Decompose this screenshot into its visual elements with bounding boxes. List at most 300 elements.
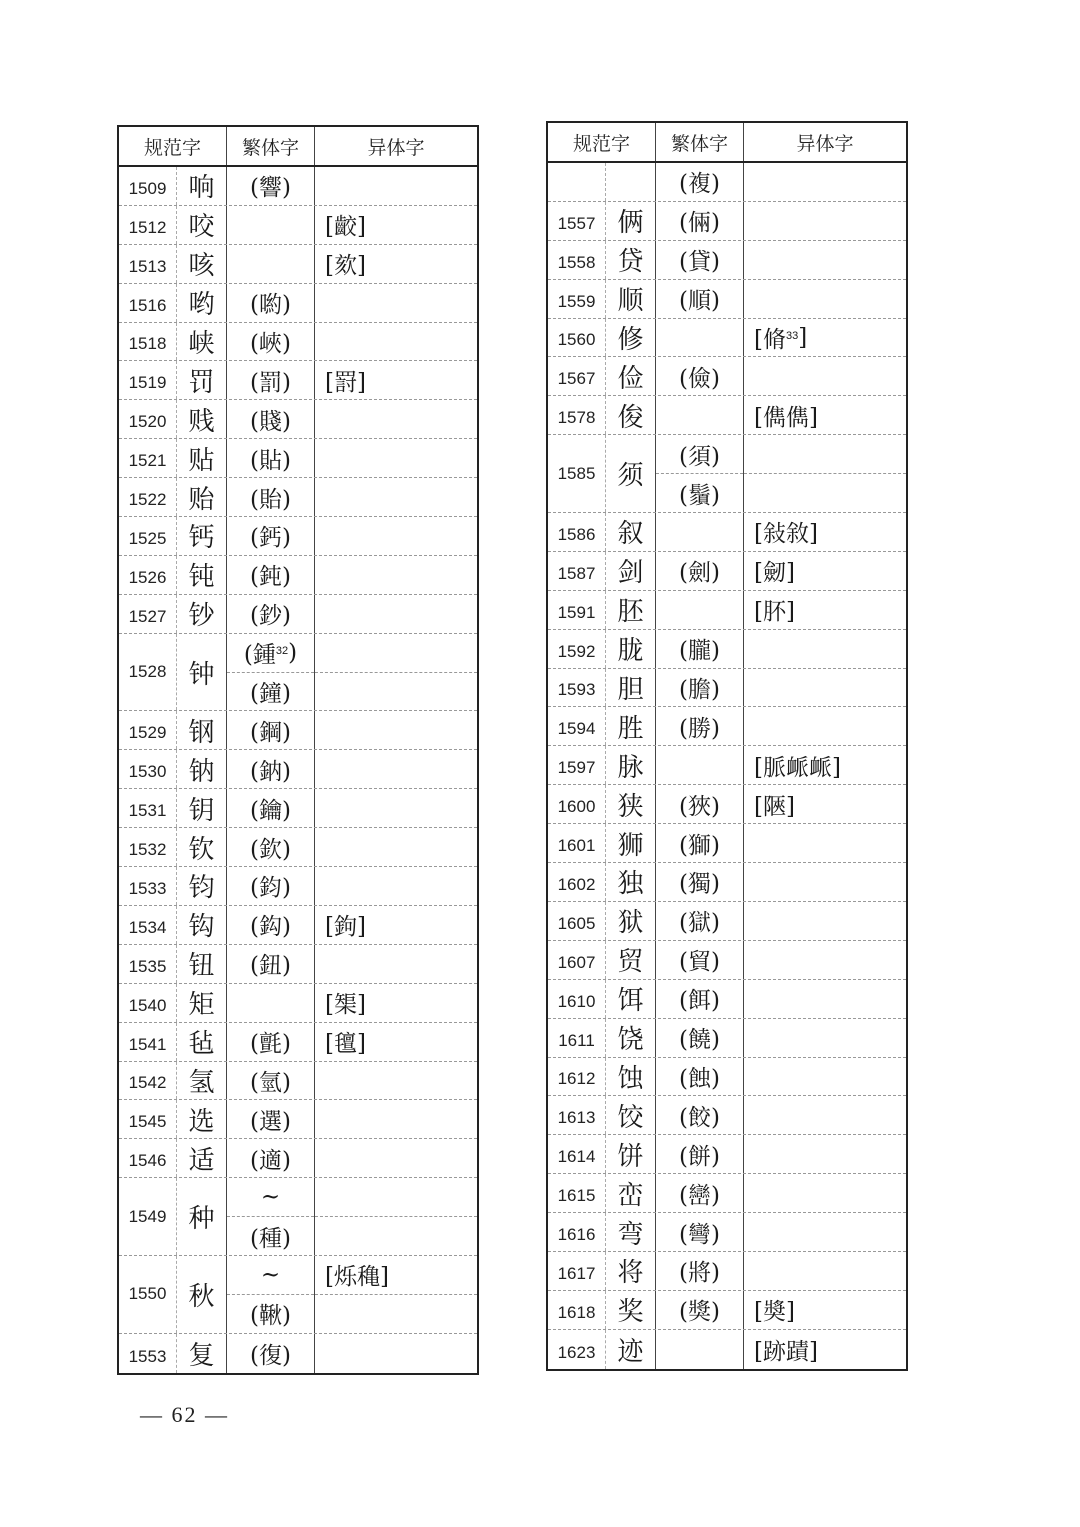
variant-character xyxy=(744,707,906,745)
standard-character: 迹 xyxy=(606,1330,656,1369)
variant-cell xyxy=(744,902,906,940)
table-row xyxy=(119,984,477,1023)
standard-character: 将 xyxy=(606,1252,656,1290)
standard-character: 胧 xyxy=(606,630,656,668)
table-row xyxy=(119,828,477,867)
traditional-character: (鈍) xyxy=(250,564,291,591)
table-row xyxy=(119,1100,477,1139)
page-number: — 62 — xyxy=(140,1402,229,1427)
standard-character: 狭 xyxy=(606,785,656,823)
traditional-character: (獨) xyxy=(679,871,720,898)
traditional-character xyxy=(227,984,314,1022)
traditional-cell xyxy=(656,1291,744,1329)
entry-number: 1560 xyxy=(548,319,606,357)
entry-number: 1518 xyxy=(119,323,177,361)
traditional-character: (儉) xyxy=(679,365,720,392)
character-table-right xyxy=(546,121,908,1371)
traditional-character: (劍) xyxy=(679,560,720,587)
traditional-cell xyxy=(227,556,315,594)
traditional-cell xyxy=(227,206,315,244)
entry-number: 1542 xyxy=(119,1062,177,1100)
traditional-cell xyxy=(656,202,744,240)
table-row xyxy=(548,1019,906,1058)
traditional-character: (峽) xyxy=(250,331,291,357)
variant-character xyxy=(744,280,906,318)
traditional-cell xyxy=(656,435,744,512)
variant-character xyxy=(315,556,477,594)
traditional-character: (響) xyxy=(250,175,291,202)
variant-cell xyxy=(744,1135,906,1173)
variant-cell xyxy=(744,163,906,201)
variant-character xyxy=(315,711,477,749)
traditional-character: (獅) xyxy=(679,832,720,859)
variant-character: [榘] xyxy=(325,992,366,1019)
entry-number: 1549 xyxy=(119,1178,177,1255)
variant-character xyxy=(744,863,906,901)
traditional-cell xyxy=(656,902,744,940)
variant-cell xyxy=(744,785,906,823)
variant-cell xyxy=(315,1178,477,1255)
table-row xyxy=(548,630,906,669)
variant-cell xyxy=(744,319,906,357)
traditional-character: (適) xyxy=(250,1147,291,1174)
traditional-character: (氈) xyxy=(250,1031,291,1058)
standard-character: 选 xyxy=(177,1100,227,1138)
entry-number: 1533 xyxy=(119,867,177,905)
entry-number: 1559 xyxy=(548,280,606,318)
variant-character xyxy=(744,669,906,707)
table-row xyxy=(548,396,906,435)
traditional-cell xyxy=(656,1096,744,1134)
standard-character: 适 xyxy=(177,1139,227,1177)
traditional-character: (將) xyxy=(679,1260,720,1287)
entry-number: 1509 xyxy=(119,167,177,205)
variant-cell xyxy=(744,941,906,979)
variant-character xyxy=(744,824,906,862)
variant-cell xyxy=(744,1252,906,1290)
variant-character xyxy=(315,945,477,983)
entry-number: 1512 xyxy=(119,206,177,244)
variant-character xyxy=(315,828,477,866)
traditional-cell xyxy=(227,1023,315,1061)
standard-character: 钩 xyxy=(177,906,227,944)
variant-cell xyxy=(744,980,906,1018)
variant-character xyxy=(744,1058,906,1096)
variant-cell xyxy=(315,556,477,594)
variant-character xyxy=(315,1334,477,1373)
entry-number: 1616 xyxy=(548,1213,606,1251)
entry-number: 1607 xyxy=(548,941,606,979)
entry-number: 1529 xyxy=(119,711,177,749)
traditional-cell xyxy=(227,595,315,633)
table-row xyxy=(119,556,477,595)
standard-character: 弯 xyxy=(606,1213,656,1251)
variant-cell xyxy=(315,984,477,1022)
entry-number: 1594 xyxy=(548,707,606,745)
traditional-character: (複) xyxy=(679,171,720,198)
table-row xyxy=(548,319,906,358)
traditional-character: (鈞) xyxy=(250,875,291,902)
variant-cell xyxy=(315,245,477,283)
traditional-character: (餅) xyxy=(679,1143,720,1170)
variant-character xyxy=(315,750,477,788)
variant-character xyxy=(315,284,477,322)
variant-cell xyxy=(744,630,906,668)
table-row xyxy=(119,867,477,906)
table-row xyxy=(548,163,906,202)
table-row xyxy=(119,1139,477,1178)
table-row xyxy=(119,206,477,245)
entry-number: 1528 xyxy=(119,634,177,711)
traditional-cell xyxy=(656,1174,744,1212)
standard-character: 罚 xyxy=(177,361,227,399)
standard-character: 剑 xyxy=(606,552,656,590)
entry-number: 1618 xyxy=(548,1291,606,1329)
standard-character: 胜 xyxy=(606,707,656,745)
variant-cell xyxy=(744,396,906,434)
table-row xyxy=(119,1023,477,1062)
traditional-cell xyxy=(656,824,744,862)
variant-character: [脈衇衇] xyxy=(754,754,841,781)
traditional-character: (膽) xyxy=(679,677,720,704)
table-row xyxy=(119,711,477,750)
table-row xyxy=(548,241,906,280)
standard-character: 独 xyxy=(606,863,656,901)
standard-character: 毡 xyxy=(177,1023,227,1061)
header-traditional: 繁体字 xyxy=(656,123,744,161)
traditional-character: (罰) xyxy=(250,369,291,396)
entry-number: 1525 xyxy=(119,517,177,555)
entry-number: 1592 xyxy=(548,630,606,668)
table-row xyxy=(548,1174,906,1213)
traditional-character: (鐘) xyxy=(250,681,291,708)
traditional-cell xyxy=(227,517,315,555)
variant-cell xyxy=(744,1058,906,1096)
variant-character xyxy=(315,1100,477,1138)
variant-character xyxy=(744,1096,906,1134)
variant-cell xyxy=(744,1019,906,1057)
traditional-character: (鬚) xyxy=(679,482,720,509)
variant-cell xyxy=(744,241,906,279)
variant-cell xyxy=(315,945,477,983)
traditional-character: (鈔) xyxy=(250,603,291,630)
standard-character: 饵 xyxy=(606,980,656,1018)
traditional-cell xyxy=(656,1330,744,1369)
table-row xyxy=(548,863,906,902)
entry-number: 1597 xyxy=(548,746,606,784)
entry-number: 1516 xyxy=(119,284,177,322)
variant-character: [敍敘] xyxy=(754,521,818,548)
entry-number: 1522 xyxy=(119,478,177,516)
table-row xyxy=(119,478,477,517)
footnote-marker: 32 xyxy=(275,644,289,657)
table-body xyxy=(548,163,906,1369)
variant-cell xyxy=(744,357,906,395)
entry-number: 1567 xyxy=(548,357,606,395)
table-body xyxy=(119,167,477,1373)
variant-cell xyxy=(744,863,906,901)
traditional-character: (鋼) xyxy=(250,719,291,746)
header-traditional: 繁体字 xyxy=(227,127,315,165)
variant-character xyxy=(744,1174,906,1212)
traditional-character: (貸) xyxy=(679,249,720,276)
traditional-cell xyxy=(656,319,744,357)
traditional-cell xyxy=(656,552,744,590)
traditional-cell xyxy=(227,400,315,438)
traditional-character: (勝) xyxy=(679,715,720,742)
traditional-cell xyxy=(656,630,744,668)
traditional-cell xyxy=(227,789,315,827)
traditional-character: (倆) xyxy=(679,210,720,237)
traditional-character: (鍾 $^{32}$ ) xyxy=(227,634,314,673)
traditional-cell xyxy=(656,280,744,318)
traditional-character xyxy=(227,206,314,244)
entry-number: 1600 xyxy=(548,785,606,823)
entry-number: 1540 xyxy=(119,984,177,1022)
variant-cell xyxy=(744,435,906,512)
standard-character: 钦 xyxy=(177,828,227,866)
traditional-character: (鈉) xyxy=(250,758,291,785)
traditional-cell xyxy=(656,1058,744,1096)
standard-character: 氢 xyxy=(177,1062,227,1100)
variant-character xyxy=(315,1217,477,1255)
traditional-cell xyxy=(656,396,744,434)
entry-number: 1605 xyxy=(548,902,606,940)
variant-character: [奬] xyxy=(754,1299,795,1326)
traditional-cell xyxy=(656,241,744,279)
traditional-cell xyxy=(227,984,315,1022)
traditional-character xyxy=(656,396,743,434)
table-header xyxy=(548,123,906,163)
variant-cell xyxy=(315,1062,477,1100)
entry-number: 1553 xyxy=(119,1334,177,1373)
entry-number: 1526 xyxy=(119,556,177,594)
traditional-character: (蝕) xyxy=(679,1065,720,1092)
traditional-cell xyxy=(227,167,315,205)
traditional-character xyxy=(227,245,314,283)
table-row xyxy=(548,746,906,785)
variant-character xyxy=(744,902,906,940)
table-row xyxy=(119,1256,477,1334)
table-row xyxy=(119,1178,477,1256)
entry-number: 1531 xyxy=(119,789,177,827)
table-row xyxy=(548,1291,906,1330)
standard-character: 钮 xyxy=(177,945,227,983)
traditional-cell xyxy=(656,1213,744,1251)
variant-character xyxy=(315,595,477,633)
variant-character: [欬] xyxy=(325,253,366,280)
header-variant: 异体字 xyxy=(367,136,425,159)
variant-character: [劒] xyxy=(754,560,795,587)
variant-cell xyxy=(315,1023,477,1061)
entry-number: 1611 xyxy=(548,1019,606,1057)
traditional-cell xyxy=(227,323,315,361)
standard-character: 贴 xyxy=(177,439,227,477)
entry-number: 1550 xyxy=(119,1256,177,1333)
table-row xyxy=(548,591,906,630)
traditional-cell xyxy=(227,478,315,516)
variant-character: [齩] xyxy=(325,214,366,241)
table-row xyxy=(548,1058,906,1097)
variant-cell xyxy=(315,1139,477,1177)
traditional-character: (鈣) xyxy=(250,525,291,552)
variant-character xyxy=(744,941,906,979)
table-row xyxy=(548,824,906,863)
variant-cell xyxy=(315,906,477,944)
entry-number: 1546 xyxy=(119,1139,177,1177)
traditional-cell xyxy=(227,867,315,905)
traditional-character: (巒) xyxy=(679,1182,720,1209)
variant-cell xyxy=(744,202,906,240)
variant-character xyxy=(744,1252,906,1290)
traditional-character xyxy=(656,1330,743,1369)
standard-character: 咳 xyxy=(177,245,227,283)
variant-cell xyxy=(315,167,477,205)
variant-character xyxy=(315,789,477,827)
entry-number: 1534 xyxy=(119,906,177,944)
table-row xyxy=(548,513,906,552)
entry-number: 1614 xyxy=(548,1135,606,1173)
entry-number xyxy=(548,163,606,201)
standard-character: 脉 xyxy=(606,746,656,784)
variant-cell xyxy=(744,513,906,551)
variant-cell xyxy=(744,1096,906,1134)
standard-character: 贸 xyxy=(606,941,656,979)
traditional-cell xyxy=(227,1062,315,1100)
variant-character xyxy=(315,1178,477,1217)
entry-number: 1613 xyxy=(548,1096,606,1134)
traditional-character: (順) xyxy=(679,288,720,315)
traditional-character: (狹) xyxy=(679,793,720,820)
variant-character: [肧] xyxy=(754,599,795,626)
entry-number: 1558 xyxy=(548,241,606,279)
traditional-character xyxy=(656,513,743,551)
entry-number: 1535 xyxy=(119,945,177,983)
traditional-character: (鈎) xyxy=(250,914,291,941)
traditional-character: (鈕) xyxy=(250,953,291,980)
table-row xyxy=(548,552,906,591)
variant-cell xyxy=(315,1100,477,1138)
standard-character: 胚 xyxy=(606,591,656,629)
variant-character xyxy=(315,400,477,438)
standard-character: 饼 xyxy=(606,1135,656,1173)
variant-cell xyxy=(315,711,477,749)
variant-character xyxy=(744,163,906,201)
traditional-character: (選) xyxy=(250,1108,291,1135)
entry-number: 1527 xyxy=(119,595,177,633)
standard-character: 秋 xyxy=(177,1256,227,1333)
table-row xyxy=(119,400,477,439)
variant-character: [罸] xyxy=(325,369,366,396)
traditional-cell xyxy=(227,828,315,866)
standard-character: 复 xyxy=(177,1334,227,1373)
standard-character: 顺 xyxy=(606,280,656,318)
traditional-cell xyxy=(656,591,744,629)
traditional-cell xyxy=(656,1135,744,1173)
traditional-character: (鑰) xyxy=(250,797,291,824)
character-table-left xyxy=(117,125,479,1375)
traditional-character: (欽) xyxy=(250,836,291,863)
table-row xyxy=(548,435,906,513)
variant-character xyxy=(744,1135,906,1173)
traditional-character: (朧) xyxy=(679,638,720,665)
table-row xyxy=(548,357,906,396)
variant-character xyxy=(315,1062,477,1100)
header-standard: 规范字 xyxy=(548,123,656,161)
variant-character: [陿] xyxy=(754,793,795,820)
variant-cell xyxy=(744,707,906,745)
table-row xyxy=(548,980,906,1019)
entry-number: 1617 xyxy=(548,1252,606,1290)
variant-cell xyxy=(744,1330,906,1369)
traditional-cell xyxy=(227,361,315,399)
footnote-marker: 33 xyxy=(785,329,799,342)
standard-character: 响 xyxy=(177,167,227,205)
entry-number: 1545 xyxy=(119,1100,177,1138)
variant-cell xyxy=(315,284,477,322)
traditional-cell xyxy=(656,863,744,901)
variant-cell xyxy=(315,1334,477,1373)
traditional-character: (種) xyxy=(250,1225,291,1252)
variant-character xyxy=(315,1295,477,1333)
standard-character: 蚀 xyxy=(606,1058,656,1096)
traditional-character: (餌) xyxy=(679,988,720,1015)
entry-number: 1591 xyxy=(548,591,606,629)
traditional-cell xyxy=(227,906,315,944)
header-variant: 异体字 xyxy=(796,132,854,155)
table-row xyxy=(119,634,477,712)
table-row xyxy=(119,517,477,556)
entry-number: 1521 xyxy=(119,439,177,477)
variant-cell xyxy=(315,789,477,827)
table-row xyxy=(119,945,477,984)
variant-character xyxy=(744,241,906,279)
traditional-cell xyxy=(227,439,315,477)
variant-character xyxy=(744,1019,906,1057)
table-row xyxy=(548,707,906,746)
entry-number: 1519 xyxy=(119,361,177,399)
variant-character xyxy=(315,634,477,673)
variant-character: [脩 $^{33}$ ] xyxy=(754,324,808,353)
table-row xyxy=(548,1096,906,1135)
traditional-cell xyxy=(656,980,744,1018)
traditional-character: (饒) xyxy=(679,1027,720,1054)
variant-cell xyxy=(315,634,477,711)
variant-cell xyxy=(744,746,906,784)
table-row xyxy=(548,280,906,319)
table-row xyxy=(119,789,477,828)
standard-character: 咬 xyxy=(177,206,227,244)
table-row xyxy=(119,245,477,284)
standard-character: 修 xyxy=(606,319,656,357)
table-row xyxy=(119,1062,477,1101)
variant-character: [鉤] xyxy=(325,914,366,941)
variant-cell xyxy=(315,361,477,399)
traditional-character xyxy=(656,591,743,629)
standard-character: 贻 xyxy=(177,478,227,516)
variant-character xyxy=(315,439,477,477)
traditional-character: (氫) xyxy=(250,1069,291,1096)
entry-number: 1612 xyxy=(548,1058,606,1096)
traditional-cell xyxy=(227,245,315,283)
table-header xyxy=(119,127,477,167)
standard-character: 俩 xyxy=(606,202,656,240)
variant-cell xyxy=(744,1174,906,1212)
standard-character: 叙 xyxy=(606,513,656,551)
variant-cell xyxy=(315,867,477,905)
standard-character: 矩 xyxy=(177,984,227,1022)
table-row xyxy=(119,361,477,400)
